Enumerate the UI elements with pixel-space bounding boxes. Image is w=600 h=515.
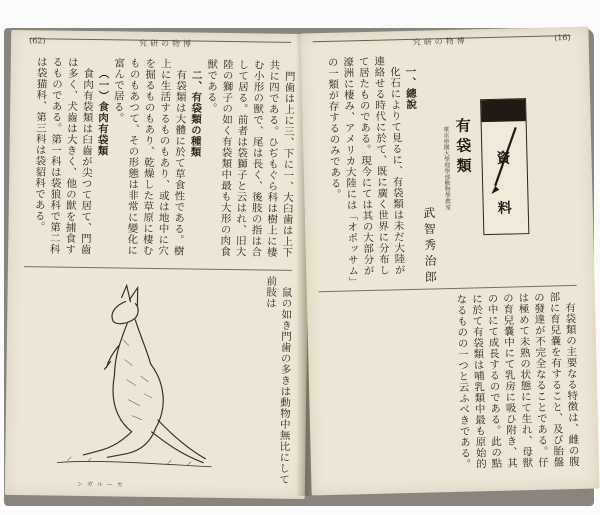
article-title: 有袋類 bbox=[453, 117, 473, 178]
left-running-head: 究研の物博 bbox=[139, 38, 195, 49]
article-author: 武智秀治郎 bbox=[421, 206, 438, 287]
right-upper-text-block bbox=[313, 55, 423, 287]
column-logo-box bbox=[480, 98, 529, 235]
illustration-caption: ンガルーカ bbox=[76, 480, 127, 489]
left-page bbox=[5, 30, 311, 499]
section1-heading: 一、總說 bbox=[404, 65, 418, 110]
logo-char-1: 資 bbox=[496, 150, 511, 167]
section1-paragraph: 化石によりて見るに、有袋類は未だ大陸が連絡せる時代に於て、既に廣く世界に分布して居たものである。現今にては其の大部分が濠洲に棲み、アメリカ大陸には「オポッサム」の一類が存するのみである。 bbox=[326, 55, 406, 283]
left-lower-text-block bbox=[219, 275, 294, 490]
right-lower-paragraph: 有袋類の主要なる特徴は、雌の腹部に育兒嚢を有すること、及び胎盤の發達が不完全なることである。仔は極めて未熟の状態にて生れ、母獣の育兒嚢中にて乳房に吸ひ附き、其の中にて成長するのである。此の點に於て有袋類は哺乳類中最も原始的なるものの一つと云ふべきである。 bbox=[455, 291, 581, 470]
left-lower-paragraph: 鼠の如き門歯の多きは動物中無比にして前肢は bbox=[264, 275, 293, 485]
logo-pattern-band bbox=[481, 99, 526, 122]
section3-paragraph: 食肉有袋類は臼齒が尖つて居て、門齒は多く、犬齒は大きく、他の獣を捕食するものである。第一科は袋狼科で第二科は袋猫科、第三科は袋貂科である。 bbox=[33, 56, 95, 255]
right-page bbox=[300, 27, 599, 496]
section2-heading: 二、有袋類の種類 bbox=[189, 68, 203, 158]
section3-heading: （一）食肉有袋類 bbox=[96, 67, 110, 156]
left-upper-paragraph: 門歯は上に三、下に一、大臼歯は上下共に四である。ひぢもぐら科は樹上に棲む小形の獣で、尾は長く、後肢の指は合して居る。前者は袋獅子と云はれ、旧大陸の獅子の如く有袋類中最も大形の肉食獣である。 bbox=[205, 58, 296, 258]
section2-paragraph: 有袋類は大體に於て草食性である。樹上に生活するものもあり、或は地中に穴を掘るものもあり、乾燥した草原に棲むものもあつて、その形態は非常に變化に富んで居る。 bbox=[112, 57, 188, 257]
left-upper-text-block bbox=[22, 56, 297, 266]
logo-char-2: 料 bbox=[497, 200, 512, 217]
left-divider bbox=[24, 266, 292, 271]
left-page-header bbox=[29, 36, 291, 49]
kangaroo-illustration bbox=[27, 278, 220, 481]
right-lower-text-block bbox=[319, 291, 581, 477]
author-affiliation: 東京帝國大學理學部動物學教室 bbox=[441, 125, 451, 211]
right-page-header bbox=[313, 32, 571, 47]
right-page-number: (16) bbox=[554, 32, 571, 43]
left-page-number: (62) bbox=[29, 36, 46, 46]
right-running-head: 究研の物博 bbox=[412, 36, 468, 47]
